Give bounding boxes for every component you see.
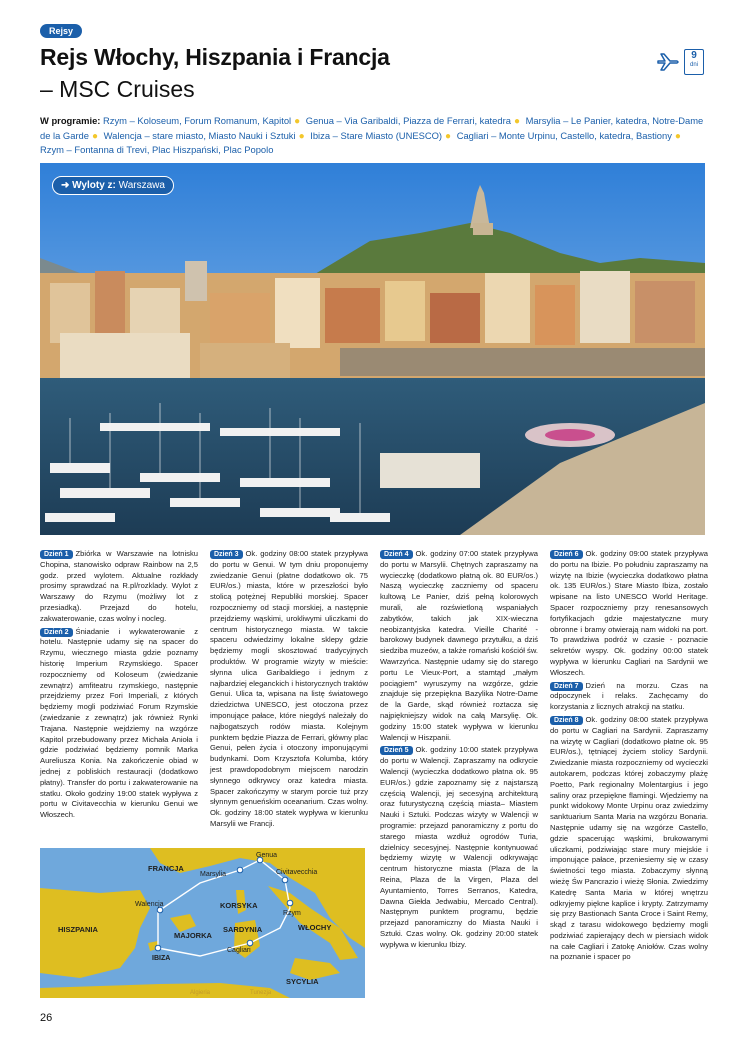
day-label: Dzień 6 [550, 550, 583, 559]
day-text: Dzień na morzu. Czas na odpoczynek i relaks. Zachęcamy do korzystania z licznych atrakcji na statku. [550, 680, 708, 712]
day-label: Dzień 3 [210, 550, 243, 559]
page-number: 26 [40, 1012, 53, 1024]
program-item: Ibiza – Stare Miasto (UNESCO) [310, 129, 443, 141]
column-4 [550, 549, 708, 965]
plane-icon [656, 52, 680, 72]
day-3 [210, 549, 368, 830]
map-city: Rzym [283, 910, 301, 917]
column-2 [210, 549, 368, 832]
category-tag: Rejsy [40, 24, 82, 38]
departure-city: Warszawa [118, 180, 165, 191]
day-label: Dzień 4 [380, 550, 413, 559]
map-city: Walencja [135, 901, 164, 908]
map-country-small: Algieria [190, 990, 211, 996]
program-item: Cagliari – Monte Urpinu, Castello, katedra, Bastiony [456, 129, 672, 141]
map-city: IBIZA [152, 955, 171, 962]
program-item: Rzym – Fontanna di Trevi, Plac Hiszpański, Plac Popolo [40, 144, 274, 155]
map-country: SYCYLIA [286, 977, 319, 986]
day-text: Zbiórka w Warszawie na lotnisku Chopina, stanowisko odpraw Rainbow na 2,5 godz. przed wylotem. Aktualne rozkłady prosimy sprawdzać na R.pl/rozklady. Wylot z Warszawy do Rzymu (możliwy lot z przesiadką). Przejazd do hotelu, zakwaterowanie, czas wolny i nocleg. [40, 549, 198, 623]
map-country: FRANCJA [148, 864, 184, 873]
bullet-icon: ● [674, 130, 681, 142]
program-item: Marsylia – Le Panier, katedra, Notre-Dame de la Garde [40, 115, 704, 141]
bullet-icon: ● [294, 116, 301, 127]
day-5 [380, 745, 538, 950]
program-item: Walencja – stare miasto, Miasto Nauki i Sztuki [103, 129, 296, 141]
program-label: W programie: [40, 115, 101, 126]
map-country: KORSYKA [220, 901, 258, 910]
day-6 [550, 549, 708, 679]
day-label: Dzień 8 [550, 716, 583, 725]
duration-badge [684, 49, 704, 75]
marseille-harbor-photo [40, 163, 705, 535]
column-3 [380, 549, 538, 952]
map-country: HISZPANIA [58, 925, 98, 934]
duration-number: 9 [691, 50, 697, 61]
program-item: Genua – Via Garibaldi, Piazza de Ferrari, katedra [305, 115, 511, 126]
page-subtitle: – MSC Cruises [40, 76, 195, 102]
day-1 [40, 549, 198, 625]
day-text: Ok. godziny 07:00 statek przypływa do portu w Marsylii. Chętnych zapraszamy na wycieczkę (dodatkowo płatną ok. 80 EUR/os.) Naszą wycieczkę zaczniemy od spaceru kultową Le Panier, dziś pełną kolorowych murali, ale rozświetloną wspaniałych zabytków, takich jak XIX-wieczna neobizantyjska katedra. Vieille Charité - barokowy budynek dawnego przytułku, a dziś siedziba muzeów, a także romański kościół św. Wawrzyńca. Następnie udamy się do starego portu Le Vieux-Port, a stamtąd „małym pociągiem” wyruszymy na wzgórze, gdzie znajduje się przepiękna Bazylika Notre-Dame de la Garde, skąd również roztacza się najpiękniejszy widok na całą Marsylię. Ok. godziny 15:00 statek wypływa w kierunku Walencji w Hiszpanii. [380, 549, 538, 742]
map-country-small: Tunezja [250, 990, 272, 996]
bullet-icon: ● [445, 130, 452, 142]
bullet-icon: ● [513, 116, 520, 127]
page-title: Rejs Włochy, Hiszpania i Francja [40, 44, 390, 70]
departure-label: ➜ Wyloty z: [61, 180, 116, 191]
bullet-icon: ● [92, 130, 99, 142]
day-8 [550, 715, 708, 963]
day-2 [40, 627, 198, 821]
day-text: Ok. godziny 10:00 statek przypływa do portu w Walencji. Zapraszamy na odkrycie Walencji (wycieczka dodatkowo płatna ok. 95 EUR/os.) gdzie zapoznamy się z najstarszą częścią Walencji, jej secesyjną architekturą oraz futurystyczną częścią miasta– Miastem Nauki i Sztuki. Podczas wizyty w Walencji w programie: przejazd panoramiczny z portu do starego miasta wzdłuż ogrodów Turia, dzielnicy secesyjnej. Następnie kontynuować będziemy wizytę w Walencji odkrywając centrum historyczne miasta (Plaza de la Reina, Plaza de la Virgen, Plaza del Ayuntamiento, Torres Serranos, Katedra, Dawna Giełda Jedwabiu, Mercado Central). Następnym punktem programu, będzie przejazd panoramiczny do Miasta Nauki i Sztuki. Czas wolny. Ok. godziny 20:00 statek wypływa w kierunku Ibizy. [380, 745, 538, 949]
day-text: Ok. godziny 09:00 statek przypływa do portu na Ibizie. Po południu zapraszamy na wizytę na Ibizie (wycieczka dodatkowo płatna ok. 135 EUR/os.) Stare Miasto Ibiza, zostało wpisane na listo UNESCO World Heritage. Spacer rozpoczniemy przy renesansowych fortyfikacjach gdzie majestatyczne mury obronne i bramy otwierają nam widoki na port. To prawdziwa podróż w czasie - poznacie sekretów wyspy. Ok. godziny 00:00 statek wypływa w kierunku Cagliari na Sardynii we Włoszech. [550, 549, 708, 677]
day-7 [550, 681, 708, 713]
day-label: Dzień 2 [40, 628, 73, 637]
day-text: Śniadanie i wykwaterowanie z hotelu. Następnie udamy się na spacer do Rzymu, wiecznego miasta gdzie poznamy historię Imperium Rzymskiego. Spacer rozpoczniemy od Koloseum (zwiedzanie zewnątrz) amfiteatru rzymskiego, następnie przejdziemy przez Fori Imperiali, z których będziemy mogli podziwiać Forum Rzymskie (zwiedzanie z zewnątrz) jak również Rynki Trajana. Następnie wejdziemy na wzgórze Kapitol przebudowany przez Michała Anioła i gdzie podziwiać będziemy pomnik Marka Aureliusza Konia. Na zakończenie obiad w jednej z pobliskich restauracji (dodatkowo płatny). Transfer do portu i zakwaterowanie na statku. Około godziny 19:00 statek wypływa z portu w Civitavecchia w kierunku Genui we Włoszech. [40, 626, 198, 820]
day-label: Dzień 5 [380, 746, 413, 755]
departure-badge [52, 176, 174, 195]
bullet-icon: ● [298, 130, 305, 142]
map-city: Genua [256, 852, 278, 859]
program-list [40, 114, 710, 157]
map-city: Cagliari [227, 947, 251, 954]
program-item: Rzym – Koloseum, Forum Romanum, Kapitol [103, 115, 292, 126]
route-map [40, 848, 365, 998]
map-country: SARDYNIA [223, 925, 263, 934]
day-text: Ok. godziny 08:00 statek przypływa do portu w Genui. W tym dniu proponujemy zwiedzanie Genui (płatne dodatkowo ok. 75 EUR/os.) miasta, które w przeszłości było stolicą potężnej Republiki morskiej. Spacer rozpoczniemy od stacji morskiej, a następnie przejdziemy wąskimi, urokliwymi uliczkami do centrum historycznego miasta. W takcie spaceru odwiedzimy lokalne sklepy gdzie będziemy mogli skosztować tradycyjnych produktów. W programie wizyty w mieście: słynna ulica Garibaldiego i jednym z najbardziej eleganckich i historycznych traktów Genui. Ulica ta, wpisana na listę światowego dziedzictwa UNESCO, jest otoczona przez imponujące pałace, które niegdyś należały do najbogatszych rodów miasta. Kolejnym punktem będzie Piazza de Ferrari, główny plac Genui, pełen życia i otoczony imponującymi budynkami. Dom Krzysztofa Kolumba, który jest prawdopodobnym miejscem narodzin słynnego odkrywcy oraz katedra miasta. Spacer zakończymy w starym porcie tuż przy słynnym genueńskim oceanarium. Czas wolny. Ok. godziny 18:00 statek wypływa w kierunku Marsylii we Francji. [210, 549, 368, 828]
day-text: Ok. godziny 08:00 statek przypływa do portu w Cagliari na Sardynii. Zapraszamy na wizytę w Cagliari (dodatkowo płatne ok. 95 EUR/os.), tętniącej życiem stolicy Sardynii. Zwiedzanie miasta rozpoczniemy od wycieczki autokarem, podczas której zobaczymy plażę Poetto, Park regionalny Molentargius i jego saliny oraz przepiękne flamingi. Wjedziemy na punkt widokowy Monte Urpinu oraz zwiedzimy sanktuarium Santa Maria na wzgórzu Bonaria. Następnie udamy się na wzgórze Castello, gdzie spacerując wąskimi, brukowanymi uliczkami, podziwiając stare mury miejskie i imponujące pałace, przeniesiemy się w czasy świetności tego miasta. Zobaczymy słynną wieżę Św Pancrazio i wieżę Słonia. Zwiedzimy Katedrę Santa Maria w której wnętrzu odkryjemy piękne kaplice i krypty. Zatrzymamy się przy Bastionach Santa Croce i Saint Remy, skąd z tarasu widokowego będziemy mogli podziwiać zapierający dech w piersiach widok na całe Cagliari i Zatokę Aniołów. Czas wolny na poznanie i spacer po [550, 714, 708, 962]
column-1 [40, 549, 198, 823]
map-country: MAJORKA [174, 931, 212, 940]
map-city: Civitavecchia [276, 869, 318, 876]
day-label: Dzień 1 [40, 550, 73, 559]
day-4 [380, 549, 538, 743]
map-country: WŁOCHY [298, 923, 332, 932]
day-label: Dzień 7 [550, 682, 583, 691]
duration-unit: dni [689, 62, 698, 68]
map-city: Marsylia [200, 871, 227, 878]
